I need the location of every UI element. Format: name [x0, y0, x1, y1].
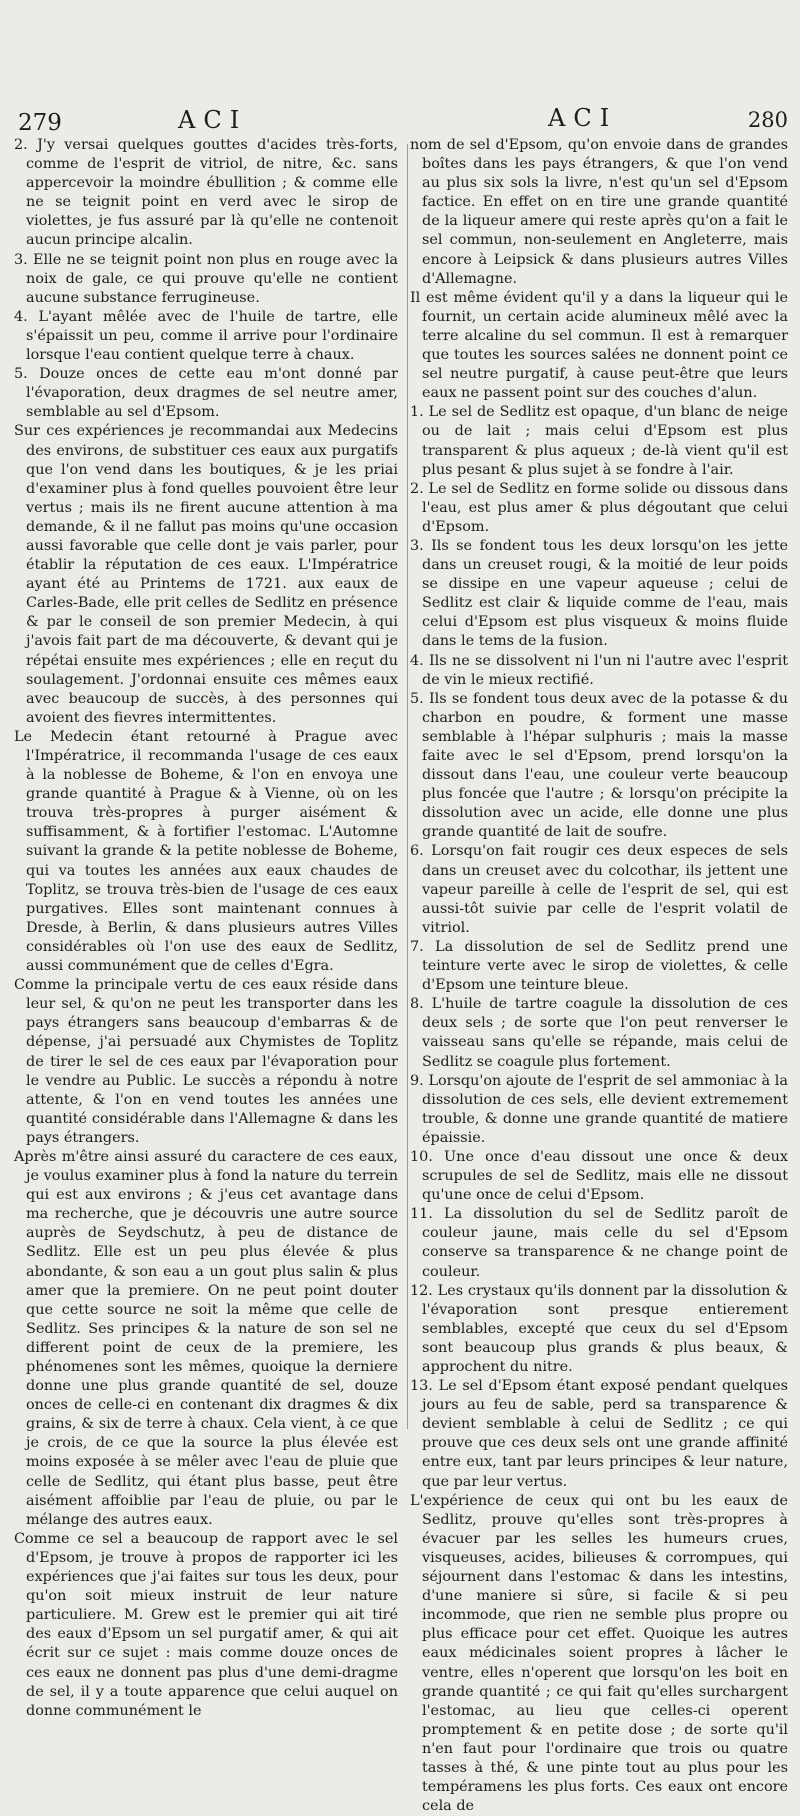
paragraph: 7. La dissolution de sel de Sedlitz prend une teinture verte avec le sirop de violettes, & celle d'Epsom une teinture bleue. [410, 938, 788, 994]
page-number-right: 280 [747, 108, 788, 132]
paragraph: 9. Lorsqu'on ajoute de l'esprit de sel ammoniac à la dissolution de ces sels, elle devient extremement trouble, & donne une grande quantité de matiere épaissie. [410, 1072, 788, 1146]
right-column [410, 136, 788, 1816]
paragraph: 6. Lorsqu'on fait rougir ces deux especes de sels dans un creuset avec du colcothar, ils jettent une vapeur pareille à celle de l'esprit de sel, qui est aussi-tôt suivie par celle de l'esprit volatil de vitriol. [410, 843, 788, 936]
paragraph: 5. Douze onces de cette eau m'ont donné par l'évaporation, deux dragmes de sel neutre amer, semblable au sel d'Epsom. [14, 366, 398, 421]
paragraph: nom de sel d'Epsom, qu'on envoie dans de grandes boîtes dans les pays étrangers, & que l'on vend au plus six sols la livre, n'est qu'un sel d'Epsom factice. En effet on en tire une grande quantité de la liqueur amere qui reste après qu'on a fait le sel commun, non-seulement en Angleterre, mais encore à Leipsick & dans plusieurs autres Villes d'Allemagne. [410, 137, 788, 287]
paragraph: 5. Ils se fondent tous deux avec de la potasse & du charbon en poudre, & forment une masse semblable à l'hépar sulphuris ; mais la masse faite avec le sel d'Epsom, prend lorsqu'on la dissout dans l'eau, une couleur verte beaucoup plus foncée que l'autre ; & lorsqu'on précipite la dissolution avec un acide, elle donne une plus grande quantité de lait de soufre. [410, 690, 788, 841]
paragraph: Après m'être ainsi assuré du caractere de ces eaux, je voulus examiner plus à fond la nature du terrein qui est aux environs ; & j'eus cet avantage dans ma recherche, que je découvris une autre source auprès de Seydschutz, à peu de distance de Sedlitz. Elle est un peu plus élevée & plus abondante, & son eau a un gout plus salin & plus amer que la premiere. On ne peut point douter que cette source ne soit la même que celle de Sedlitz. Ses principes & la nature de son sel ne different point de ceux de la premiere, les phénomenes sont les mêmes, quoique la derniere donne une plus grande quantité de sel, douze onces de celle-ci en contenant dix dragmes & dix grains, & six de terre à chaux. Cela vient, à ce que je crois, de ce que la source la plus élevée est moins exposée à se mêler avec l'eau de pluie que celle de Sedlitz, qui étant plus basse, peut être aisément affoiblie par l'eau de pluie, ou par le mélange des autres eaux. [14, 1148, 398, 1528]
running-title-right: ACI [548, 104, 618, 132]
paragraph: 10. Une once d'eau dissout une once & deux scrupules de sel de Sedlitz, mais elle ne dissout qu'une once de celui d'Epsom. [410, 1148, 788, 1204]
paragraph: 13. Le sel d'Epsom étant exposé pendant quelques jours au feu de sable, perd sa transparence & devient semblable à celui de Sedlitz ; ce qui prouve que ces deux sels ont une grande affinité entre eux, tant par leurs principes & leur nature, que par leur vertus. [410, 1378, 788, 1490]
paragraph: 4. L'ayant mêlée avec de l'huile de tartre, elle s'épaissit un peu, comme il arrive pour l'ordinaire lorsque l'eau contient quelque terre à chaux. [14, 308, 398, 364]
page-number-left: 279 [18, 110, 62, 136]
paragraph: 3. Elle ne se teignit point non plus en rouge avec la noix de gale, ce qui prouve qu'elle ne contient aucune substance ferrugineuse. [14, 251, 398, 306]
paragraph: 2. J'y versai quelques gouttes d'acides très-forts, comme de l'esprit de vitriol, de nitre, &c. sans appercevoir la moindre ébullition ; & comme elle ne se teignit point en verd avec le sirop de violettes, je fus assuré par là qu'elle ne contenoit aucun principe alcalin. [14, 137, 398, 249]
paragraph: 8. L'huile de tartre coagule la dissolution de ces deux sels ; de sorte que l'on peut renverser le vaisseau sans qu'elle se répande, mais celui de Sedlitz se coagule plus fortement. [410, 996, 788, 1070]
text-columns [14, 136, 788, 1815]
paragraph: Comme ce sel a beaucoup de rapport avec le sel d'Epsom, je trouve à propos de rapporter ici les expériences que j'ai faites sur tous les deux, pour qu'on soit mieux instruit de leur nature particuliere. M. Grew est le premier qui ait tiré des eaux d'Epsom un sel purgatif amer, & qui ait écrit sur ce sujet : mais comme douze onces de ces eaux ne donnent pas plus d'une demi-dragme de sel, il y a toute apparence que celui auquel on donne communément le [14, 1530, 398, 1719]
paragraph: 12. Les crystaux qu'ils donnent par la dissolution & l'évaporation sont presque entierement semblables, excepté que ceux du sel d'Epsom sont beaucoup plus grands & plus beaux, & approchent du nitre. [410, 1282, 788, 1375]
paragraph: 1. Le sel de Sedlitz est opaque, d'un blanc de neige ou de lait ; mais celui d'Epsom est plus transparent & plus aqueux ; de-là vient qu'il est plus pesant & plus sujet à se fondre à l'air. [410, 404, 788, 478]
paragraph: 11. La dissolution du sel de Sedlitz paroît de couleur jaune, mais celle du sel d'Epsom conserve sa transparence & ne change point de couleur. [410, 1206, 788, 1280]
paragraph: Sur ces expériences je recommandai aux Medecins des environs, de substituer ces eaux aux purgatifs que l'on vend dans les boutiques, & je les priai d'examiner plus à fond quelles pouvoient être leur vertus ; mais ils ne firent aucune attention à ma demande, & il ne fallut pas moins qu'une occasion aussi favorable que celle dont je vais parler, pour établir la réputation de ces eaux. L'Impératrice ayant été au Printems de 1721. aux eaux de Carles-Bade, elle prit celles de Sedlitz en présence & par le conseil de son premier Medecin, à qui j'avois fait part de ma découverte, & devant qui je répétai ensuite mes expériences ; elle en reçut du soulagement. J'ordonnai ensuite ces mêmes eaux avec beaucoup de succès, à des personnes qui avoient des fievres intermittentes. [14, 423, 398, 726]
paragraph: 3. Ils se fondent tous les deux lorsqu'on les jette dans un creuset rougi, & la moitié de leur poids se dissipe en une vapeur aqueuse ; celui de Sedlitz est clair & liquide comme de l'eau, mais celui d'Epsom est plus visqueux & moins fluide dans le tems de la fusion. [410, 537, 788, 650]
paragraph: Comme la principale vertu de ces eaux réside dans leur sel, & qu'on ne peut les transporter dans les pays étrangers sans beaucoup d'embarras & de dépense, j'ai persuadé aux Chymistes de Toplitz de tirer le sel de ces eaux par l'évaporation pour le vendre au Public. Le succès a répondu à notre attente, & l'on en vend toutes les années une quantité considérable dans l'Allemagne & dans les pays étrangers. [14, 977, 398, 1146]
column-divider [407, 144, 408, 1429]
paragraph: Il est même évident qu'il y a dans la liqueur qui le fournit, un certain acide alumineux mêlé avec la terre alcaline du sel commun. Il est à remarquer que toutes les sources salées ne donnent point ce sel neutre purgatif, à cause peut-être que leurs eaux ne passent point sur des couches d'alun. [410, 289, 788, 402]
paragraph: Le Medecin étant retourné à Prague avec l'Impératrice, il recommanda l'usage de ces eaux à la noblesse de Boheme, & l'on en envoya une grande quantité à Prague & à Vienne, où on les trouva très-propres à purger aisément & suffisamment, & à fortifier l'estomac. L'Automne suivant la grande & la petite noblesse de Boheme, qui va toutes les années aux eaux chaudes de Toplitz, se trouva très-bien de l'usage de ces eaux purgatives. Elles sont maintenant connues à Dresde, à Berlin, & dans plusieurs autres Villes considérables où l'on use des eaux de Sedlitz, aussi communément que de celles d'Egra. [14, 728, 398, 975]
paragraph: L'expérience de ceux qui ont bu les eaux de Sedlitz, prouve qu'elles sont très-propres à évacuer par les selles les humeurs crues, visqueuses, acides, bilieuses & corrompues, qui séjournent dans l'estomac & dans les intestins, d'une maniere si sûre, si facile & si peu incommode, que rien ne semble plus propre ou plus efficace pour cet effet. Quoique les autres eaux médicinales soient propres à lâcher le ventre, elles n'operent que lorsqu'on les boit en grande quantité ; ce qui fait qu'elles surchargent l'estomac, au lieu que celles-ci operent promptement & en petite dose ; de sorte qu'il n'en faut pour l'ordinaire que trois ou quatre tasses à thé, & une pinte tout au plus pour les tempéramens les plus forts. Ces eaux ont encore cela de [410, 1492, 788, 1815]
paragraph: 2. Le sel de Sedlitz en forme solide ou dissous dans l'eau, est plus amer & plus dégoutant que celui d'Epsom. [410, 480, 788, 535]
running-title-left: ACI [178, 106, 248, 134]
paragraph: 4. Ils ne se dissolvent ni l'un ni l'autre avec l'esprit de vin le mieux rectifié. [410, 652, 788, 688]
left-column [14, 136, 402, 1721]
